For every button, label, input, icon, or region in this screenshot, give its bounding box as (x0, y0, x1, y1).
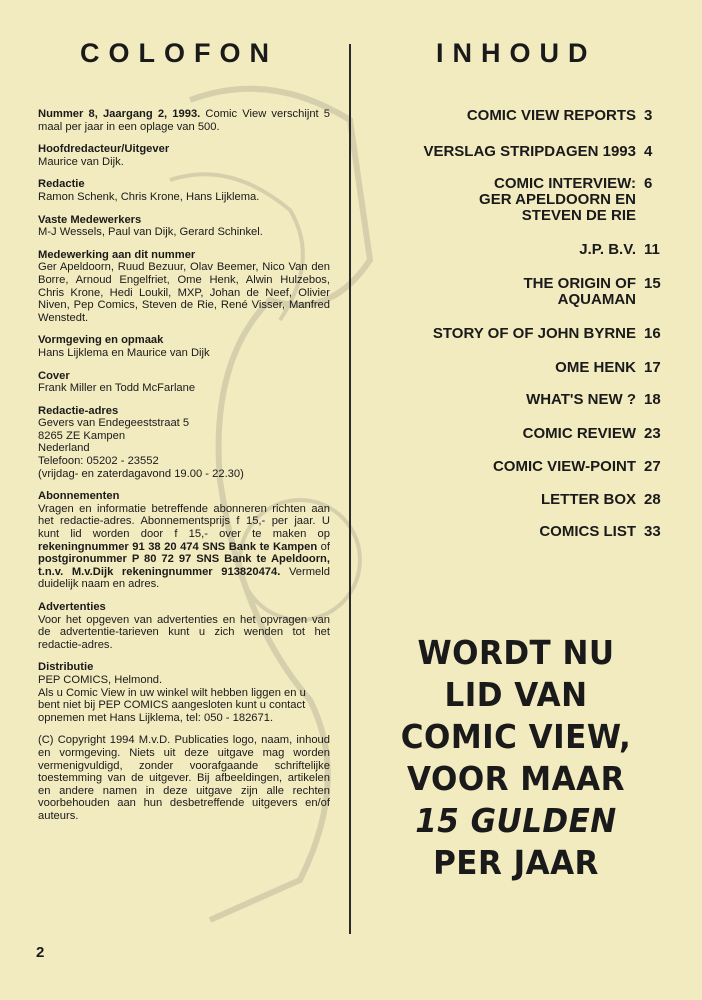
promo-line: PER JAAR (433, 843, 599, 882)
section-redactie (38, 178, 330, 203)
section-title: Abonnementen (38, 490, 120, 503)
section-title: Redactie (38, 178, 85, 191)
section-body: Hans Lijklema en Maurice van Dijk (38, 346, 210, 359)
issue-number: Nummer 8, Jaargang 2, 1993. (38, 108, 201, 120)
toc-item-page: 33 (644, 523, 661, 540)
toc-item-page: 27 (644, 458, 661, 475)
promo-price: 15 GULDEN (415, 801, 617, 840)
section-redactie-adres (38, 405, 330, 481)
subscription-text: of (317, 540, 330, 553)
section-title: Medewerking aan dit nummer (38, 248, 196, 261)
toc-item[interactable] (523, 426, 664, 442)
section-title: Distributie (38, 661, 94, 674)
toc-item-page: 16 (644, 325, 661, 342)
toc-item[interactable] (526, 392, 664, 408)
colofon-intro (38, 108, 330, 133)
promo-line: VOOR MAAR (407, 759, 625, 798)
section-body (38, 503, 330, 591)
section-body: Maurice van Dijk. (38, 155, 124, 168)
section-body: Ger Apeldoorn, Ruud Bezuur, Olav Beemer, Nico Van den Borre, Arnoud Engelfriet, Ome Henk, Alwin Hulzebos, Chris Krone, Hedi Loukil, MXP, Johan de Neef, Olivier Niven, Pep Comics, Steven de Rie, René Visser, Manfred Wenstedt. (38, 261, 330, 324)
toc-item-title: OME HENK (555, 359, 636, 376)
subscription-text: Vragen en informatie betreffende abonneren richten aan het redactie-adres. Abonnementsprijs f 15,- per jaar. U kunt lid worden door f 15,- over te maken op (38, 502, 330, 541)
section-advertenties (38, 601, 330, 651)
section-body: Frank Miller en Todd McFarlane (38, 382, 196, 395)
section-medewerking (38, 249, 330, 325)
colofon-heading: COLOFON (80, 38, 278, 68)
toc-item[interactable] (423, 144, 664, 160)
promo-line: LID VAN (444, 675, 588, 714)
section-title: Vormgeving en opmaak (38, 334, 164, 347)
toc-item[interactable] (539, 524, 664, 540)
section-body: M-J Wessels, Paul van Dijk, Gerard Schinkel. (38, 226, 263, 239)
toc-item-title: STORY OF OF JOHN BYRNE (432, 325, 636, 342)
bank-account: rekeningnummer 91 38 20 474 SNS Bank te Kampen (38, 540, 318, 553)
toc-item[interactable] (524, 276, 665, 308)
toc-item-page: 11 (644, 241, 660, 258)
toc-item[interactable] (467, 108, 664, 124)
section-title: Redactie-adres (38, 404, 119, 417)
issue-info: Comic View verschijnt 5 maal per jaar in een oplage van 500. (38, 108, 330, 133)
column-divider (349, 44, 351, 934)
section-body: Gevers van Endegeeststraat 5 8265 ZE Kampen Nederland Telefoon: 05202 - 23552 (vrijdag- en zaterdagavond 19.00 - 22.30) (38, 417, 244, 480)
toc-item-title: THE ORIGIN OF AQUAMAN (523, 275, 636, 308)
promo-line: WORDT NU (417, 633, 615, 672)
toc-item-page: 28 (644, 491, 661, 508)
toc-item-page: 18 (644, 391, 661, 408)
toc-item-title: COMIC VIEW-POINT (492, 458, 636, 475)
section-editor (38, 143, 330, 168)
toc-item[interactable] (479, 176, 664, 224)
toc-item-page: 17 (644, 359, 661, 376)
toc-item-title: COMIC REVIEW (522, 425, 636, 442)
toc-item[interactable] (555, 360, 664, 376)
section-distributie (38, 661, 330, 724)
section-title: Vaste Medewerkers (38, 213, 142, 226)
section-abonnementen (38, 490, 330, 591)
colofon-body (38, 108, 330, 823)
membership-promo (366, 632, 667, 884)
section-vormgeving (38, 334, 330, 359)
toc-item-title: COMIC INTERVIEW: GER APELDOORN EN STEVEN DE RIE (479, 175, 636, 224)
toc-item-page: 4 (644, 143, 653, 160)
toc-item-title: LETTER BOX (540, 491, 636, 508)
section-vaste-medewerkers (38, 214, 330, 239)
giro-account: postgironummer P 80 72 97 SNS Bank te Apeldoorn, t.n.v. M.v.Dijk rekeningnummer 913820474. (38, 553, 330, 578)
section-body: Ramon Schenk, Chris Krone, Hans Lijklema. (38, 190, 260, 203)
toc-item-title: COMIC VIEW REPORTS (466, 107, 636, 124)
section-body: Voor het opgeven van advertenties en het opvragen van de advertentie-tarieven kunt u zich wenden tot het redactie-adres. (38, 613, 330, 651)
toc-item-title: VERSLAG STRIPDAGEN 1993 (423, 143, 636, 160)
toc-item-title: J.P. B.V. (579, 241, 636, 258)
section-cover (38, 370, 330, 395)
subscription-text: Vermeld duidelijk naam en adres. (38, 565, 330, 591)
toc-item[interactable] (433, 326, 664, 342)
toc-item[interactable] (541, 492, 664, 508)
section-title: Advertenties (38, 601, 106, 613)
toc-item-page: 6 (644, 175, 653, 192)
inhoud-heading: INHOUD (436, 38, 597, 68)
toc-item[interactable] (493, 459, 664, 475)
toc-item[interactable] (579, 242, 664, 258)
toc-item-title: COMICS LIST (539, 523, 636, 540)
section-body: PEP COMICS, Helmond. Als u Comic View in uw winkel wilt hebben liggen en u bent niet bij PEP COMICS aangesloten kunt u contact opnemen met Hans Lijklema, tel: 050 - 182671. (38, 673, 306, 724)
section-title: Cover (38, 369, 70, 382)
toc-item-page: 23 (644, 425, 661, 442)
toc-item-page: 3 (644, 107, 653, 124)
promo-line: COMIC VIEW, (400, 717, 632, 756)
toc-item-title: WHAT'S NEW ? (526, 391, 636, 408)
toc-item-page: 15 (644, 275, 661, 292)
section-title: Hoofdredacteur/Uitgever (38, 143, 170, 156)
page-number: 2 (36, 944, 45, 961)
copyright-notice: (C) Copyright 1994 M.v.D. Publicaties logo, naam, inhoud en vormgeving. Niets uit deze uitgave mag worden vermenigvuldigd, zonder voorafgaande schriftelijke toestemming van de uitgever. Bij afbeeldingen, artikelen en andere namen in deze uitgave zijn alle rechten voorbehouden aan hun desbetreffende uitgevers en/of auteurs. (38, 734, 330, 822)
